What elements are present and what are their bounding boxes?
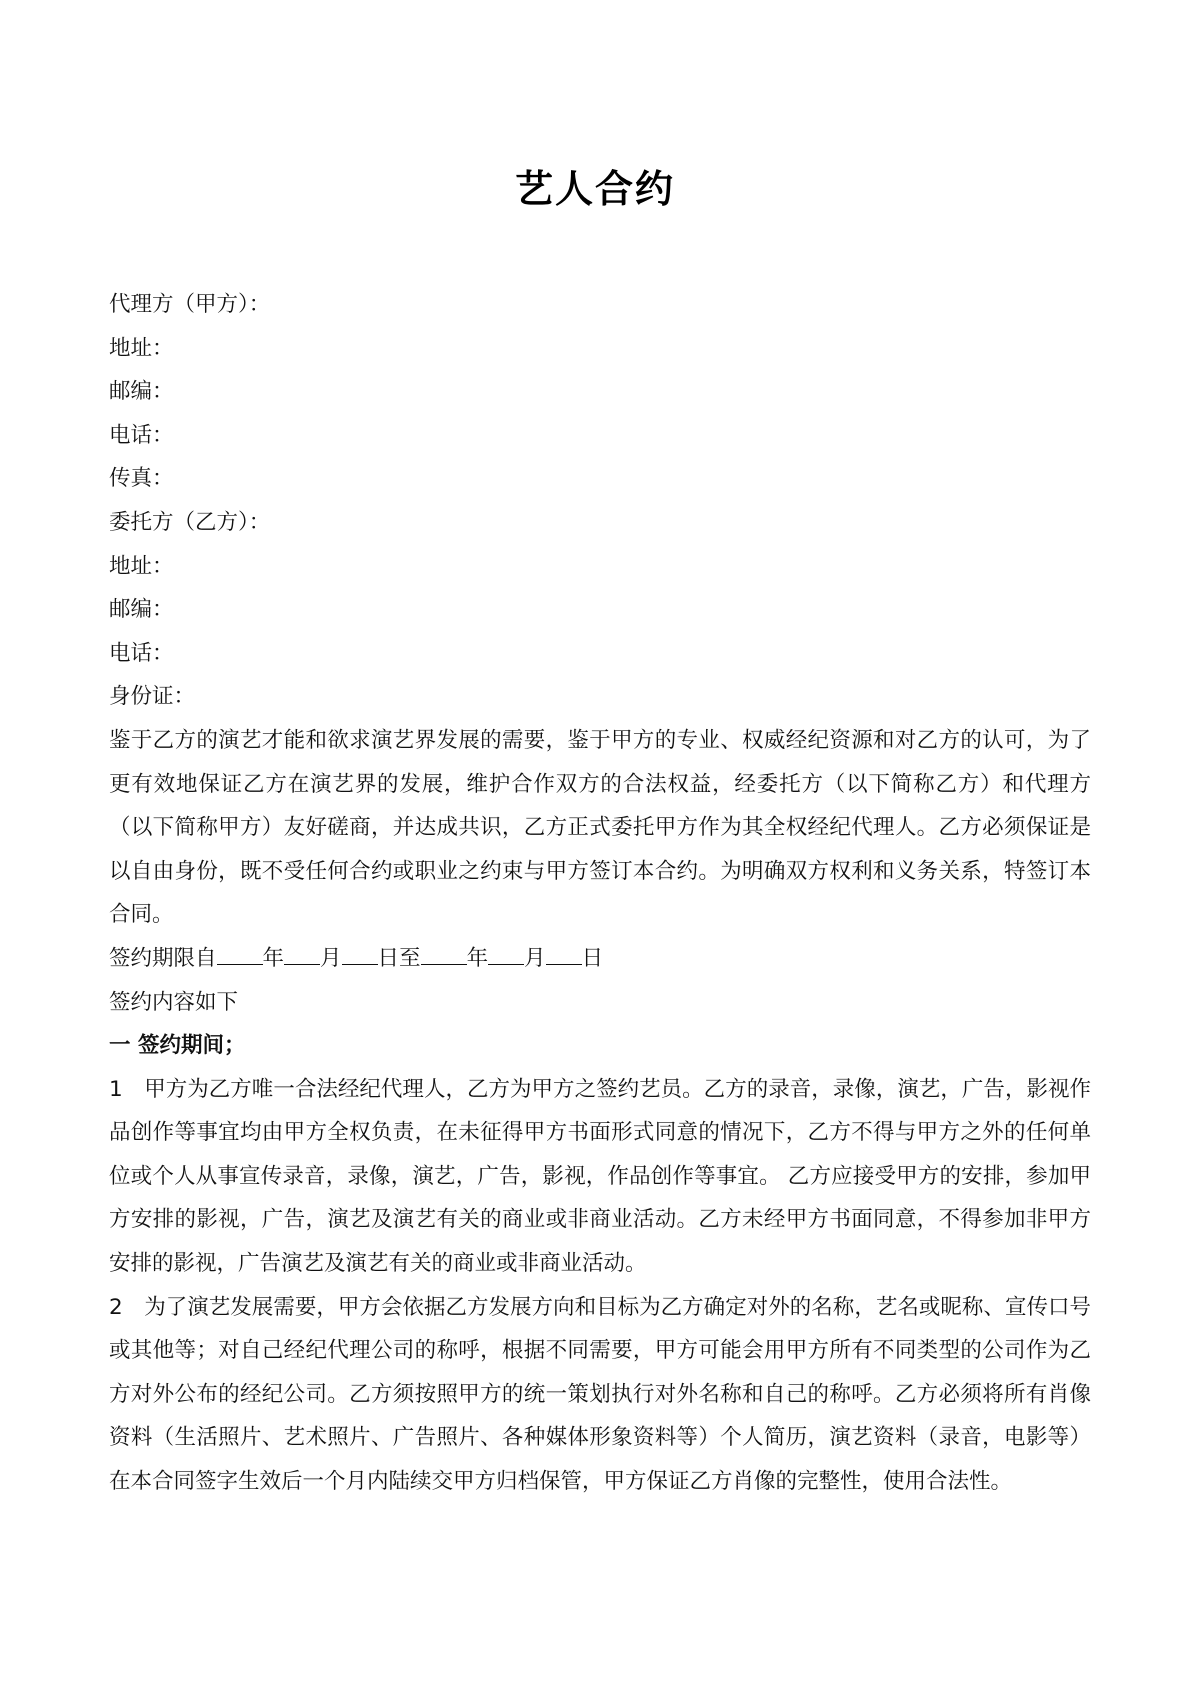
term-start-day-blank: [342, 940, 378, 965]
term-month-2: 月: [524, 945, 546, 971]
party-a-fax: 传真：: [109, 466, 174, 492]
party-b-postcode: 邮编：: [109, 597, 174, 623]
term-day-2: 日: [581, 945, 604, 971]
party-a-label: 代理方（甲方）：: [109, 292, 271, 317]
term-day-1: 日至: [377, 945, 421, 971]
party-b-label: 委托方（乙方）：: [109, 509, 271, 535]
term-end-day-blank: [546, 940, 582, 965]
term-line: [109, 937, 1091, 981]
party-a-phone: 电话：: [109, 422, 174, 448]
section-1-clause-2: 2 为了演艺发展需要，甲方会依据乙方发展方向和目标为乙方确定对外的名称，艺名或昵称、宣传口号或其他等；对自己经纪代理公司的称呼，根据不同需要，甲方可能会用甲方所有不同类型的公司作为乙方对外公布的经纪公司。乙方须按照甲方的统一策划执行对外名称和自己的称呼。乙方必须将所有肖像资料（生活照片、艺术照片、广告照片、各种媒体形象资料等）个人简历，演艺资料（录音，电影等）在本合同签字生效后一个月内陆续交甲方归档保管，甲方保证乙方肖像的完整性，使用合法性。: [109, 1294, 1091, 1495]
term-start-month-blank: [284, 940, 320, 965]
preamble-paragraph: 鉴于乙方的演艺才能和欲求演艺界发展的需要，鉴于甲方的专业、权威经纪资源和对乙方的认可，为了更有效地保证乙方在演艺界的发展，维护合作双方的合法权益，经委托方（以下简称乙方）和代理方（以下简称甲方）友好磋商，并达成共识，乙方正式委托甲方作为其全权经纪代理人。乙方必须保证是以自由身份，既不受任何合约或职业之约束与甲方签订本合约。为明确双方权利和义务关系，特签订本合同。: [109, 727, 1091, 928]
section-1-heading: 一 签约期间；: [109, 1033, 246, 1059]
term-end-year-blank: [421, 940, 467, 965]
party-b-phone: 电话：: [109, 640, 174, 666]
party-b-address: 地址：: [109, 553, 174, 579]
section-1-clause-1: 1 甲方为乙方唯一合法经纪代理人，乙方为甲方之签约艺员。乙方的录音，录像，演艺，广告，影视作品创作等事宜均由甲方全权负责，在未征得甲方书面形式同意的情况下，乙方不得与甲方之外的任何单位或个人从事宣传录音，录像，演艺，广告，影视，作品创作等事宜。 乙方应接受甲方的安排，参加甲方安排的影视，广告，演艺及演艺有关的商业或非商业活动。乙方未经甲方书面同意，不得参加非甲方安排的影视，广告演艺及演艺有关的商业或非商业活动。: [109, 1076, 1091, 1277]
term-year-2: 年: [466, 945, 489, 971]
party-b-id-card: 身份证：: [109, 684, 196, 710]
term-month-1: 月: [320, 945, 342, 971]
document-body: [109, 283, 1091, 1504]
party-a-postcode: 邮编：: [109, 379, 174, 405]
term-start-year-blank: [217, 940, 263, 965]
document-title: 艺人合约: [514, 167, 675, 211]
contents-intro: 签约内容如下: [109, 989, 239, 1015]
term-prefix: 签约期限自: [109, 945, 217, 971]
term-end-month-blank: [488, 940, 524, 965]
term-year-1: 年: [262, 945, 285, 971]
party-a-address: 地址：: [109, 335, 174, 361]
